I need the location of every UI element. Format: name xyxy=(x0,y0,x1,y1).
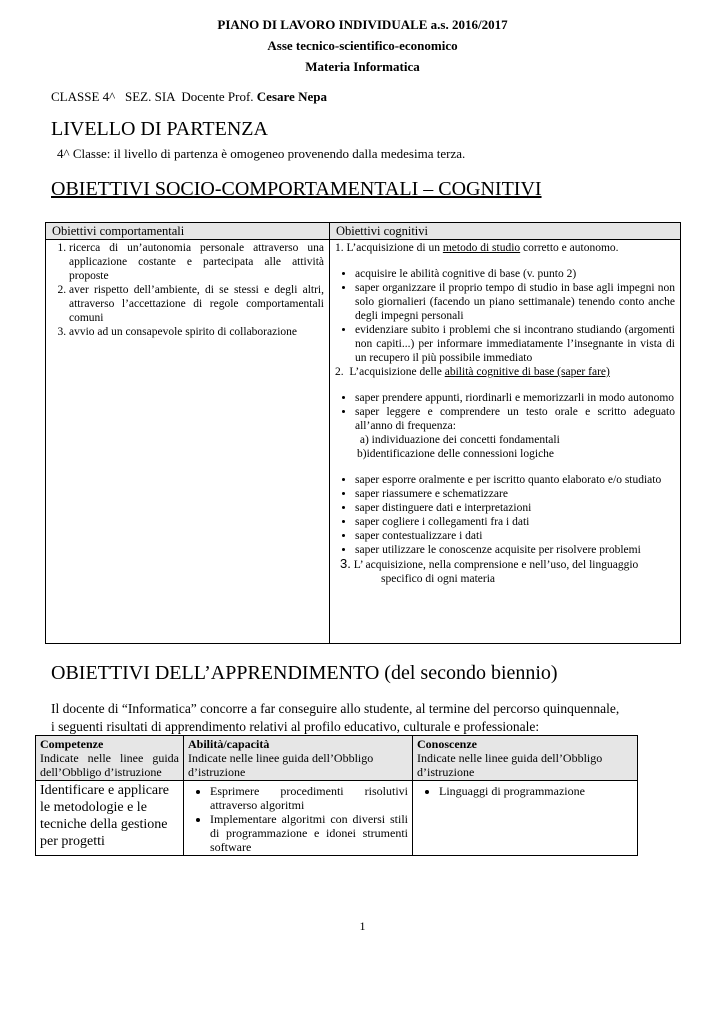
col-header-abilita xyxy=(184,736,413,781)
col-label: Abilità/capacità xyxy=(188,737,270,751)
section-title-obiettivi: OBIETTIVI SOCIO-COMPORTAMENTALI – COGNITIVI xyxy=(51,178,542,200)
behavioral-list xyxy=(51,241,324,339)
list-item: • Esprimere procedimenti risolutivi attraverso algoritmi xyxy=(210,784,408,812)
cognitive-point-2-underlined: abilità cognitive di base (saper fare) xyxy=(444,366,610,378)
list-item: 1. ricerca di un’autonomia personale attraverso una applicazione costante e partecipata alle attività proposte xyxy=(69,241,324,283)
list-item: • saper distinguere dati e interpretazioni xyxy=(355,501,675,515)
cognitive-point-2 xyxy=(335,365,675,379)
col-label: Conoscenze xyxy=(417,737,477,751)
cell-conoscenze xyxy=(413,781,638,856)
cognitive-point-1-pre: 1. L’acquisizione di un xyxy=(335,242,443,254)
list-item: 3. avvio ad un consapevole spirito di collaborazione xyxy=(69,325,324,339)
teacher-name: Cesare Nepa xyxy=(256,89,327,104)
list-item: • saper utilizzare le conoscenze acquisite per risolvere problemi xyxy=(355,543,675,557)
conoscenze-list xyxy=(417,784,633,798)
sub-item-b: b)identificazione delle connessioni logiche xyxy=(357,448,555,460)
section-title-apprendimento: OBIETTIVI DELL’APPRENDIMENTO (del secondo biennio) xyxy=(51,662,558,684)
list-item: • saper esporre oralmente e per iscritto quanto elaborato e/o studiato xyxy=(355,473,675,487)
col-label: Competenze xyxy=(40,737,104,751)
col-sub: Indicate nelle linee guida dell’Obbligo d’istruzione xyxy=(188,751,374,779)
doc-subtitle-subject: Materia Informatica xyxy=(305,59,420,74)
table-row xyxy=(36,781,638,856)
intro-line-2: i seguenti risultati di apprendimento relativi al profilo educativo, culturale e professionale: xyxy=(51,719,540,734)
intro-line-1: Il docente di “Informatica” concorre a far conseguire allo studente, al termine del percorso quinquennale, xyxy=(51,701,620,716)
list-item: • acquisire le abilità cognitive di base (v. punto 2) xyxy=(355,267,675,281)
col-sub: Indicate nelle linee guida dell’Obbligo d’istruzione xyxy=(40,751,179,779)
cognitive-point-3-line1: L’ acquisizione, nella comprensione e nell’uso, del linguaggio xyxy=(350,559,639,571)
cognitive-point-1-underlined: metodo di studio xyxy=(442,242,521,254)
cell-competenze: Identificare e applicare le metodologie e le tecniche della gestione per progetti xyxy=(36,781,184,856)
list-item: • saper leggere e comprendere un testo orale e scritto adeguato all’anno di frequenza: xyxy=(355,405,675,433)
cognitive-point-3-line2: specifico di ogni materia xyxy=(381,573,496,585)
col-header-cognitivi: Obiettivi cognitivi xyxy=(330,223,681,240)
learning-table xyxy=(35,735,638,856)
col-header-conoscenze xyxy=(413,736,638,781)
list-item: • evidenziare subito i problemi che si incontrano studiando (argomenti non capiti...) per informare immediatamente l’insegnante in vista di un recupero il più possibile immediato xyxy=(355,323,675,365)
page-number: 1 xyxy=(359,919,366,933)
list-item: • saper contestualizzare i dati xyxy=(355,529,675,543)
class-info xyxy=(51,89,327,105)
col-header-competenze xyxy=(36,736,184,781)
cognitive-list-2 xyxy=(335,391,675,433)
list-item: • saper organizzare il proprio tempo di studio in base agli impegni non solo giornalieri (facendo un piano settimanale) tenendo conto anche degli impegni personali xyxy=(355,281,675,323)
list-item: • saper prendere appunti, riordinarli e memorizzarli in modo autonomo xyxy=(355,391,675,405)
cognitive-list-3 xyxy=(335,473,675,557)
doc-subtitle-axis: Asse tecnico-scientifico-economico xyxy=(267,38,458,53)
col-sub: Indicate nelle linee guida dell’Obbligo d’istruzione xyxy=(417,751,603,779)
cell-abilita xyxy=(184,781,413,856)
cognitive-point-1-post: corretto e autonomo. xyxy=(520,242,619,254)
cognitive-point-2-pre: 2. L’acquisizione delle xyxy=(335,366,445,378)
sub-item-a: a) individuazione dei concetti fondamentali xyxy=(357,434,560,446)
cognitive-cell xyxy=(330,240,681,644)
cognitive-list-1 xyxy=(335,267,675,365)
col-header-comportamentali: Obiettivi comportamentali xyxy=(46,223,330,240)
cognitive-point-3-number: 3. xyxy=(340,556,351,571)
abilita-list xyxy=(188,784,408,854)
cognitive-point-1 xyxy=(335,241,675,255)
list-item: • Implementare algoritmi con diversi stili di programmazione e idonei strumenti software xyxy=(210,812,408,854)
cognitive-point-3 xyxy=(335,557,675,572)
class-info-prefix: CLASSE 4^ SEZ. SIA Docente Prof. xyxy=(51,89,257,104)
list-item: • saper cogliere i collegamenti fra i dati xyxy=(355,515,675,529)
doc-title: PIANO DI LAVORO INDIVIDUALE a.s. 2016/2017 xyxy=(217,17,508,32)
section-title-livello: LIVELLO DI PARTENZA xyxy=(51,118,268,140)
list-item: • saper riassumere e schematizzare xyxy=(355,487,675,501)
objectives-table xyxy=(45,222,681,644)
list-item: • Linguaggi di programmazione xyxy=(439,784,633,798)
behavioral-cell xyxy=(46,240,330,644)
section-text-livello: 4^ Classe: il livello di partenza è omogeneo provenendo dalla medesima terza. xyxy=(57,146,466,161)
list-item: 2. aver rispetto dell’ambiente, di se stessi e degli altri, attraverso l’accettazione di regole comportamentali comuni xyxy=(69,283,324,325)
